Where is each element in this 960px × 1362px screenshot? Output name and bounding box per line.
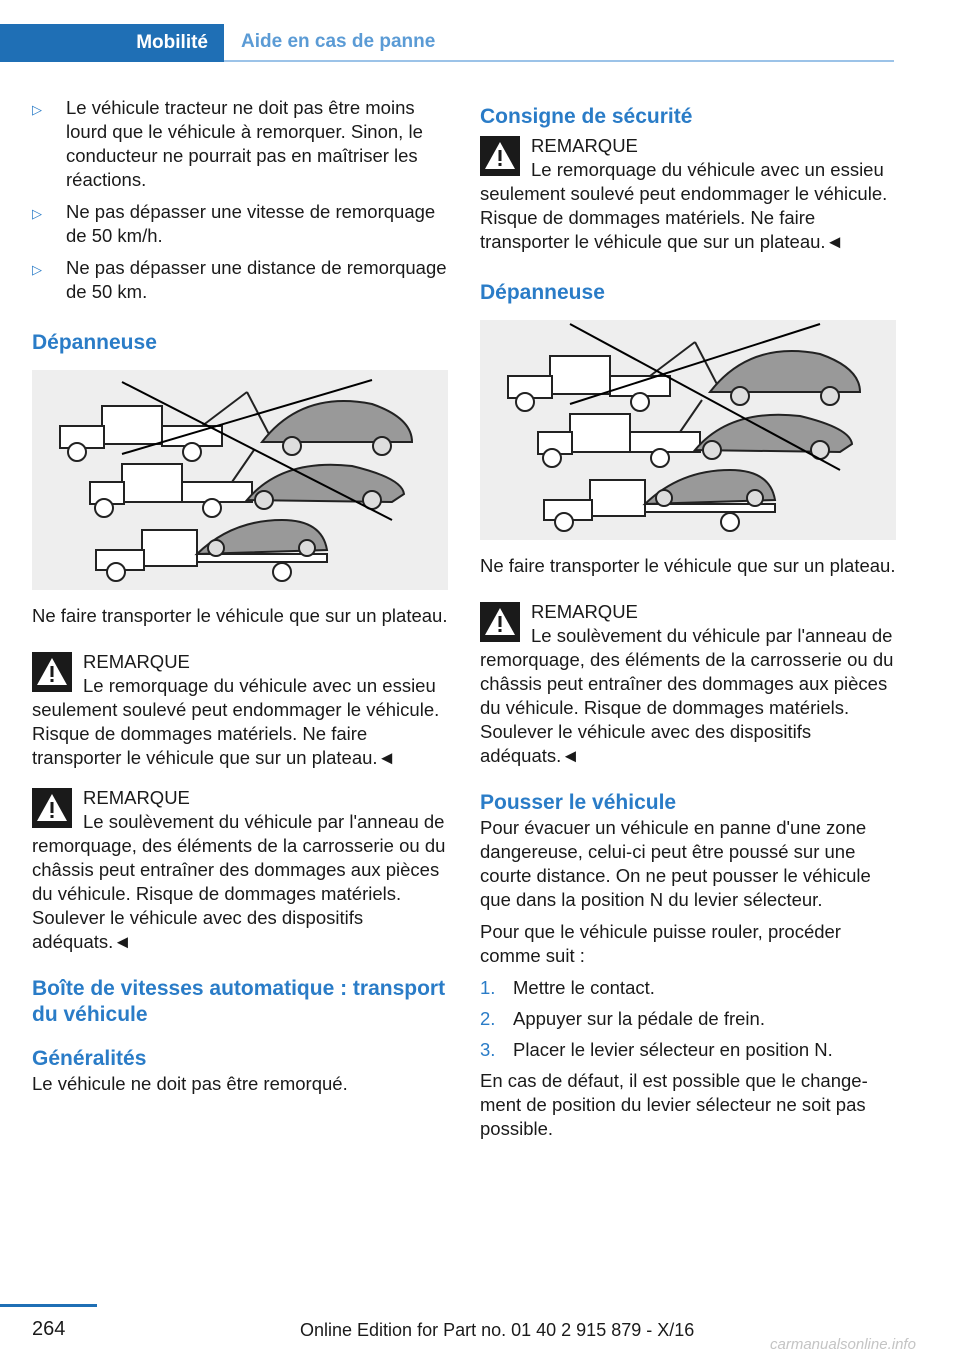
left-fig-caption: Ne faire transporter le véhicule que sur un plateau. — [32, 605, 448, 626]
warning-title: REMARQUE — [83, 651, 190, 672]
warning-title: REMARQUE — [531, 601, 638, 622]
bullet-item — [32, 96, 448, 192]
right-fig-caption: Ne faire transporter le véhicule que sur un plateau. — [480, 555, 896, 576]
left-warning-2 — [32, 786, 448, 954]
bullet-triangle-icon: ▷ — [32, 262, 42, 277]
right-warning-1 — [480, 134, 896, 254]
defaut-text: En cas de défaut, il est possible que le changement de position du levier sélecteur ne soit pas possible. — [480, 1070, 868, 1139]
tow-truck-illustration — [32, 370, 448, 590]
heading-consigne: Consigne de sécurité — [480, 105, 693, 128]
bullet-triangle-icon: ▷ — [32, 102, 42, 117]
list-item — [480, 1007, 896, 1031]
step-text: Mettre le contact. — [513, 977, 655, 998]
bullet-text: Ne pas dépasser une distance de remorquage de 50 km. — [66, 257, 447, 302]
step-text: Appuyer sur la pédale de frein. — [513, 1008, 765, 1029]
step-number: 1. — [480, 977, 496, 998]
list-item — [480, 976, 896, 1000]
warning-triangle-icon — [480, 136, 520, 176]
bullet-text: Ne pas dépasser une vitesse de remorquage de 50 km/h. — [66, 201, 436, 246]
heading-generalites: Généralités — [32, 1047, 147, 1070]
left-column — [32, 96, 448, 1096]
header-tab-aide-label: Aide en cas de panne — [241, 31, 436, 52]
heading-boite: Boîte de vitesses automatique : transport du véhicule — [32, 977, 446, 1026]
right-warning-2 — [480, 600, 896, 768]
step-number: 3. — [480, 1039, 496, 1060]
watermark: carmanualsonline.info — [770, 1336, 916, 1353]
left-warning-1 — [32, 650, 448, 770]
page-number: 264 — [32, 1318, 66, 1340]
bullet-item — [32, 256, 448, 304]
warning-text: Le soulèvement du véhicule par l'anneau de remorquage, des éléments de la carrosserie ou du châssis peut entraîner des dommages aux pièces du véhicule. Risque de dommages matériels. Soulever le véhicule avec des dispositifs adéquats.◄ — [480, 625, 894, 766]
warning-triangle-icon — [480, 602, 520, 642]
warning-text: Le soulèvement du véhicule par l'anneau de remorquage, des éléments de la carrosserie ou du châssis peut entraîner des dommages aux pièces du véhicule. Risque de dommages matériels. Soulever le véhicule avec des dispositifs adéquats.◄ — [32, 811, 446, 952]
steps-list — [480, 976, 896, 1062]
step-number: 2. — [480, 1008, 496, 1029]
bullet-item — [32, 200, 448, 248]
header-tab-aide[interactable] — [224, 24, 894, 62]
warning-title: REMARQUE — [531, 135, 638, 156]
bullet-text: Le véhicule tracteur ne doit pas être moins lourd que le véhicule à remorquer. Sinon, le conducteur ne pourrait pas en maîtriser les réactions. — [66, 97, 423, 190]
list-item — [480, 1038, 896, 1062]
pousser-paragraph-1: Pour évacuer un véhicule en panne d'une zone dangereuse, celui-ci peut être poussé sur une courte distance. On ne peut pousser le véhicule que dans la position N du levier sélecteur. — [480, 817, 871, 910]
warning-text: Le remorquage du véhicule avec un essieu seulement soulevé peut endommager le véhicule. Risque de dommages matériels. Ne faire transporter le véhicule que sur un plateau.◄ — [480, 159, 888, 252]
pousser-paragraph-2: Pour que le véhicule puisse rouler, procéder comme suit : — [480, 921, 841, 966]
right-column — [480, 104, 896, 1141]
heading-depanneuse: Dépanneuse — [32, 331, 157, 354]
tow-truck-figure-right — [480, 320, 896, 540]
warning-title: REMARQUE — [83, 787, 190, 808]
bullet-triangle-icon: ▷ — [32, 206, 42, 221]
step-text: Placer le levier sélecteur en position N. — [513, 1039, 833, 1060]
header-tab-mobilite[interactable] — [0, 24, 224, 62]
tow-truck-figure — [32, 370, 448, 590]
page-number-rule — [0, 1304, 97, 1307]
warning-text: Le remorquage du véhicule avec un essieu seulement soulevé peut endommager le véhicule. Risque de dommages matériels. Ne faire transporter le véhicule que sur un plateau.◄ — [32, 675, 440, 768]
footer-edition: Online Edition for Part no. 01 40 2 915 879 - X/16 — [300, 1320, 695, 1340]
warning-triangle-icon — [32, 788, 72, 828]
generalites-text: Le véhicule ne doit pas être remorqué. — [32, 1073, 348, 1094]
tow-truck-illustration — [480, 320, 896, 540]
heading-pousser: Pousser le véhicule — [480, 791, 677, 814]
header-tab-mobilite-label: Mobilité — [136, 32, 208, 53]
heading-depanneuse-right: Dépanneuse — [480, 281, 605, 304]
warning-triangle-icon — [32, 652, 72, 692]
